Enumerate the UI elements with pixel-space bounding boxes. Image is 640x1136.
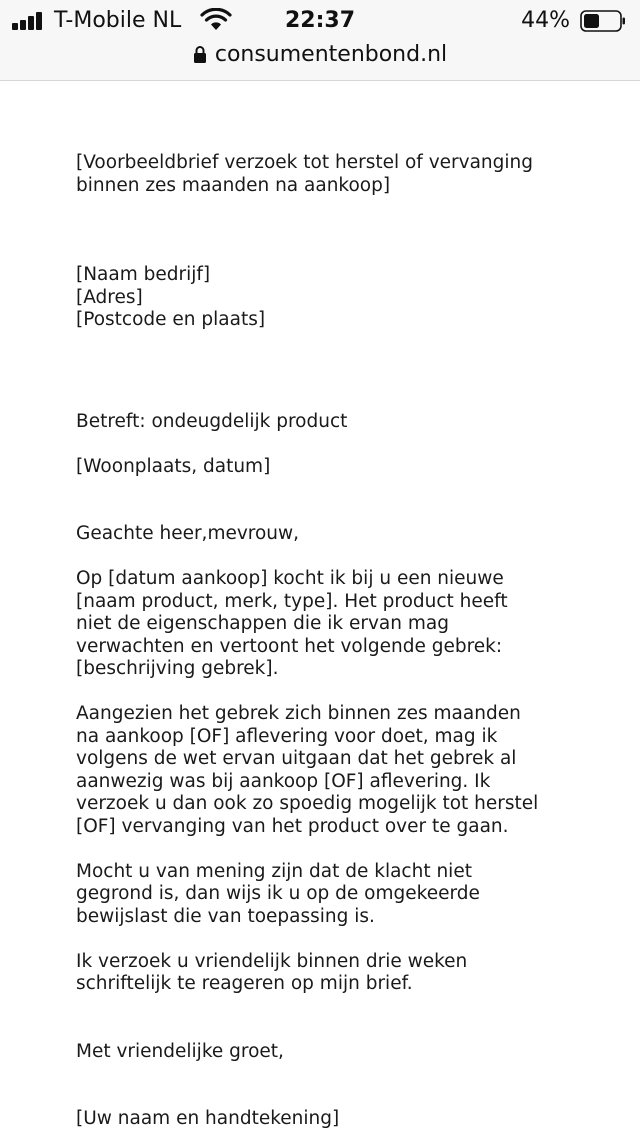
paragraph-line: bewijslast die van toepassing is.: [76, 905, 375, 927]
paragraph-line: schriftelijk te reageren op mijn brief.: [76, 973, 413, 994]
address-line: [Postcode en plaats]: [76, 309, 266, 330]
paragraph-3: [76, 861, 616, 929]
battery-icon: [580, 10, 626, 32]
lock-icon: [193, 45, 207, 63]
paragraph-1: [76, 568, 616, 681]
place-date: [Woonplaats, datum]: [76, 455, 271, 477]
recipient-address: [76, 264, 616, 332]
paragraph-line: verzoek u dan ook zo spoedig mogelijk tot herstel: [76, 793, 539, 814]
paragraph-line: verwachten en vertoont het volgende gebrek:: [76, 635, 503, 657]
paragraph-4: [76, 951, 616, 996]
paragraph-line: [beschrijving gebrek].: [76, 658, 279, 679]
clock-time: 22:37: [284, 8, 356, 33]
status-bar: [0, 0, 640, 42]
paragraph-line: aanwezig was bij aankoop [OF] aflevering. Ik: [76, 770, 491, 792]
paragraph-2: [76, 703, 616, 838]
closing: Met vriendelijke groet,: [76, 1040, 284, 1062]
letter-subject: Betreft: ondeugdelijk product: [76, 410, 348, 432]
battery-percentage: 44%: [521, 8, 570, 33]
letter-title-line: binnen zes maanden na aankoop]: [76, 174, 391, 196]
paragraph-line: [naam product, merk, type]. Het product heeft: [76, 590, 508, 612]
paragraph-line: niet de eigenschappen die ik ervan mag: [76, 613, 449, 634]
paragraph-line: na aankoop [OF] aflevering voor doet, mag ik: [76, 725, 498, 747]
paragraph-line: Op [datum aankoop] kocht ik bij u een nieuwe: [76, 568, 504, 589]
salutation: Geachte heer,mevrouw,: [76, 523, 300, 544]
paragraph-line: Ik verzoek u vriendelijk binnen drie weken: [76, 950, 468, 972]
letter-body: [76, 152, 616, 1131]
url-text: consumentenbond.nl: [214, 42, 448, 67]
paragraph-line: Mocht u van mening zijn dat de klacht niet: [76, 860, 472, 882]
paragraph-line: gegrond is, dan wijs ik u op de omgekeerde: [76, 883, 480, 904]
letter-title: [76, 152, 616, 197]
paragraph-line: Aangezien het gebrek zich binnen zes maanden: [76, 703, 521, 724]
letter-title-line: [Voorbeeldbrief verzoek tot herstel of vervanging: [76, 152, 533, 173]
address-line: [Adres]: [76, 286, 143, 308]
paragraph-line: [OF] vervanging van het product over te gaan.: [76, 815, 509, 837]
paragraph-line: volgens de wet ervan uitgaan dat het gebrek al: [76, 748, 517, 769]
address-line: [Naam bedrijf]: [76, 264, 211, 285]
signature-placeholder: [Uw naam en handtekening]: [76, 1108, 340, 1129]
address-bar[interactable]: [0, 42, 640, 81]
carrier-name: T-Mobile NL: [54, 8, 182, 33]
